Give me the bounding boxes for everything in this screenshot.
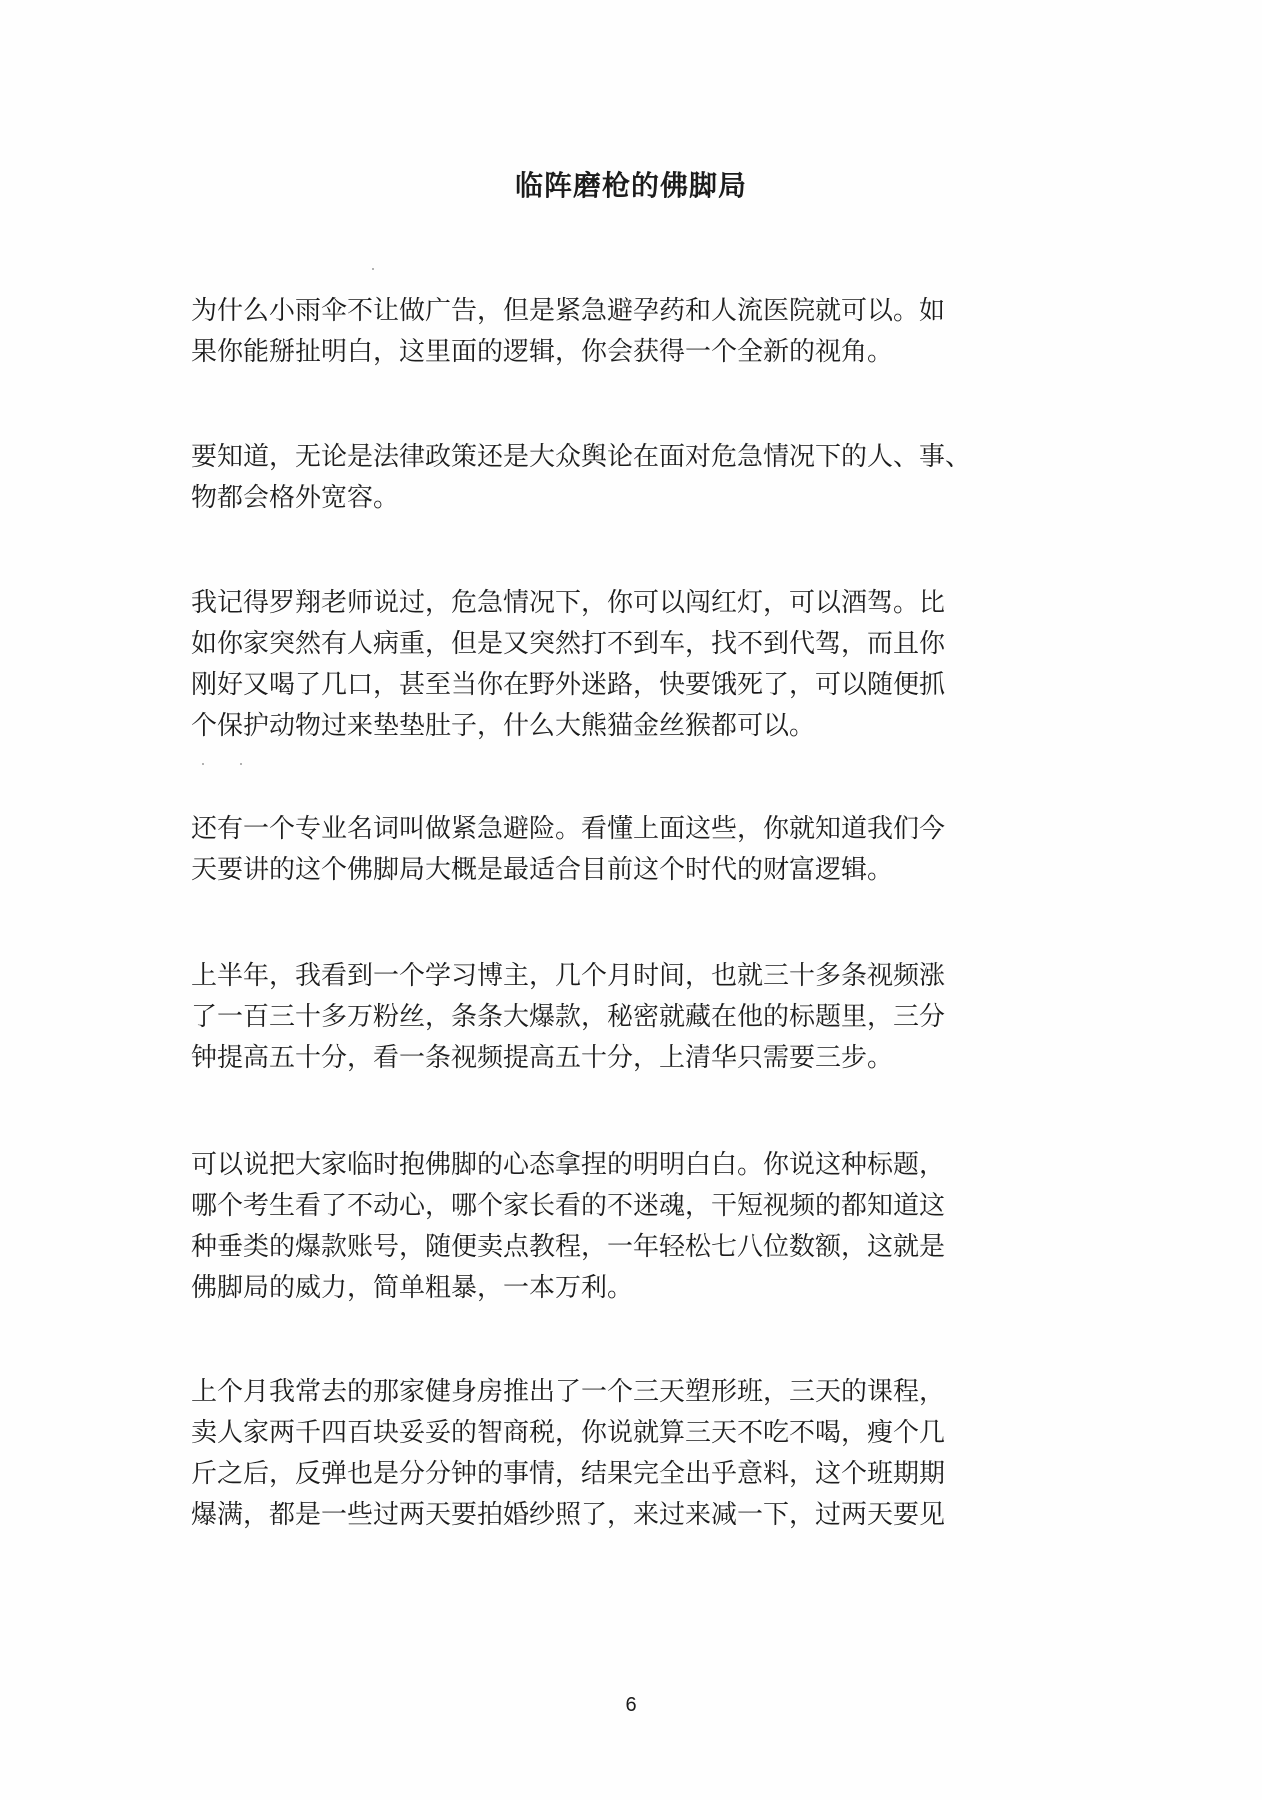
paragraph-line: 卖人家两千四百块妥妥的智商税，你说就算三天不吃不喝，瘦个几 [191,1418,946,1448]
paragraph-line: 天要讲的这个佛脚局大概是最适合目前这个时代的财富逻辑。 [191,855,894,885]
paragraph-2 [191,437,1091,519]
paragraph-line: 了一百三十多万粉丝，条条大爆款，秘密就藏在他的标题里，三分 [191,1002,946,1032]
paragraph-4 [191,809,1091,891]
document-title: 临阵磨枪的佛脚局 [514,169,747,202]
paragraph-3 [191,583,1091,747]
paragraph-6 [191,1145,1091,1309]
paragraph-5 [191,956,1091,1079]
paragraph-line: 个保护动物过来垫垫肚子，什么大熊猫金丝猴都可以。 [191,711,816,741]
paragraph-line: 上个月我常去的那家健身房推出了一个三天塑形班，三天的课程， [191,1377,946,1407]
scan-speck [202,763,204,765]
paragraph-line: 还有一个专业名词叫做紧急避险。看懂上面这些，你就知道我们今 [191,814,946,844]
paragraph-line: 钟提高五十分，看一条视频提高五十分，上清华只需要三步。 [191,1043,894,1073]
page-number: 6 [625,1694,637,1716]
paragraph-line: 我记得罗翔老师说过，危急情况下，你可以闯红灯，可以酒驾。比 [191,588,946,618]
paragraph-line: 要知道，无论是法律政策还是大众舆论在面对危急情况下的人、事、 [191,442,972,472]
paragraph-line: 上半年，我看到一个学习博主，几个月时间，也就三十多条视频涨 [191,961,946,991]
paragraph-7 [191,1372,1091,1536]
paragraph-line: 斤之后，反弹也是分分钟的事情，结果完全出乎意料，这个班期期 [191,1459,946,1489]
scan-speck [240,763,242,765]
paragraph-line: 如你家突然有人病重，但是又突然打不到车，找不到代驾，而且你 [191,629,946,659]
paragraph-line: 为什么小雨伞不让做广告，但是紧急避孕药和人流医院就可以。如 [191,296,946,326]
paragraph-line: 种垂类的爆款账号，随便卖点教程，一年轻松七八位数额，这就是 [191,1232,946,1262]
scan-speck [372,268,374,270]
paragraph-line: 爆满，都是一些过两天要拍婚纱照了，来过来减一下，过两天要见 [191,1500,946,1530]
paragraph-line: 佛脚局的威力，简单粗暴，一本万利。 [191,1273,634,1303]
paragraph-line: 哪个考生看了不动心，哪个家长看的不迷魂，干短视频的都知道这 [191,1191,946,1221]
paragraph-line: 刚好又喝了几口，甚至当你在野外迷路，快要饿死了，可以随便抓 [191,670,946,700]
paragraph-1 [191,291,1091,373]
paragraph-line: 物都会格外宽容。 [191,483,400,513]
paragraph-line: 果你能掰扯明白，这里面的逻辑，你会获得一个全新的视角。 [191,337,894,367]
paragraph-line: 可以说把大家临时抱佛脚的心态拿捏的明明白白。你说这种标题， [191,1150,946,1180]
